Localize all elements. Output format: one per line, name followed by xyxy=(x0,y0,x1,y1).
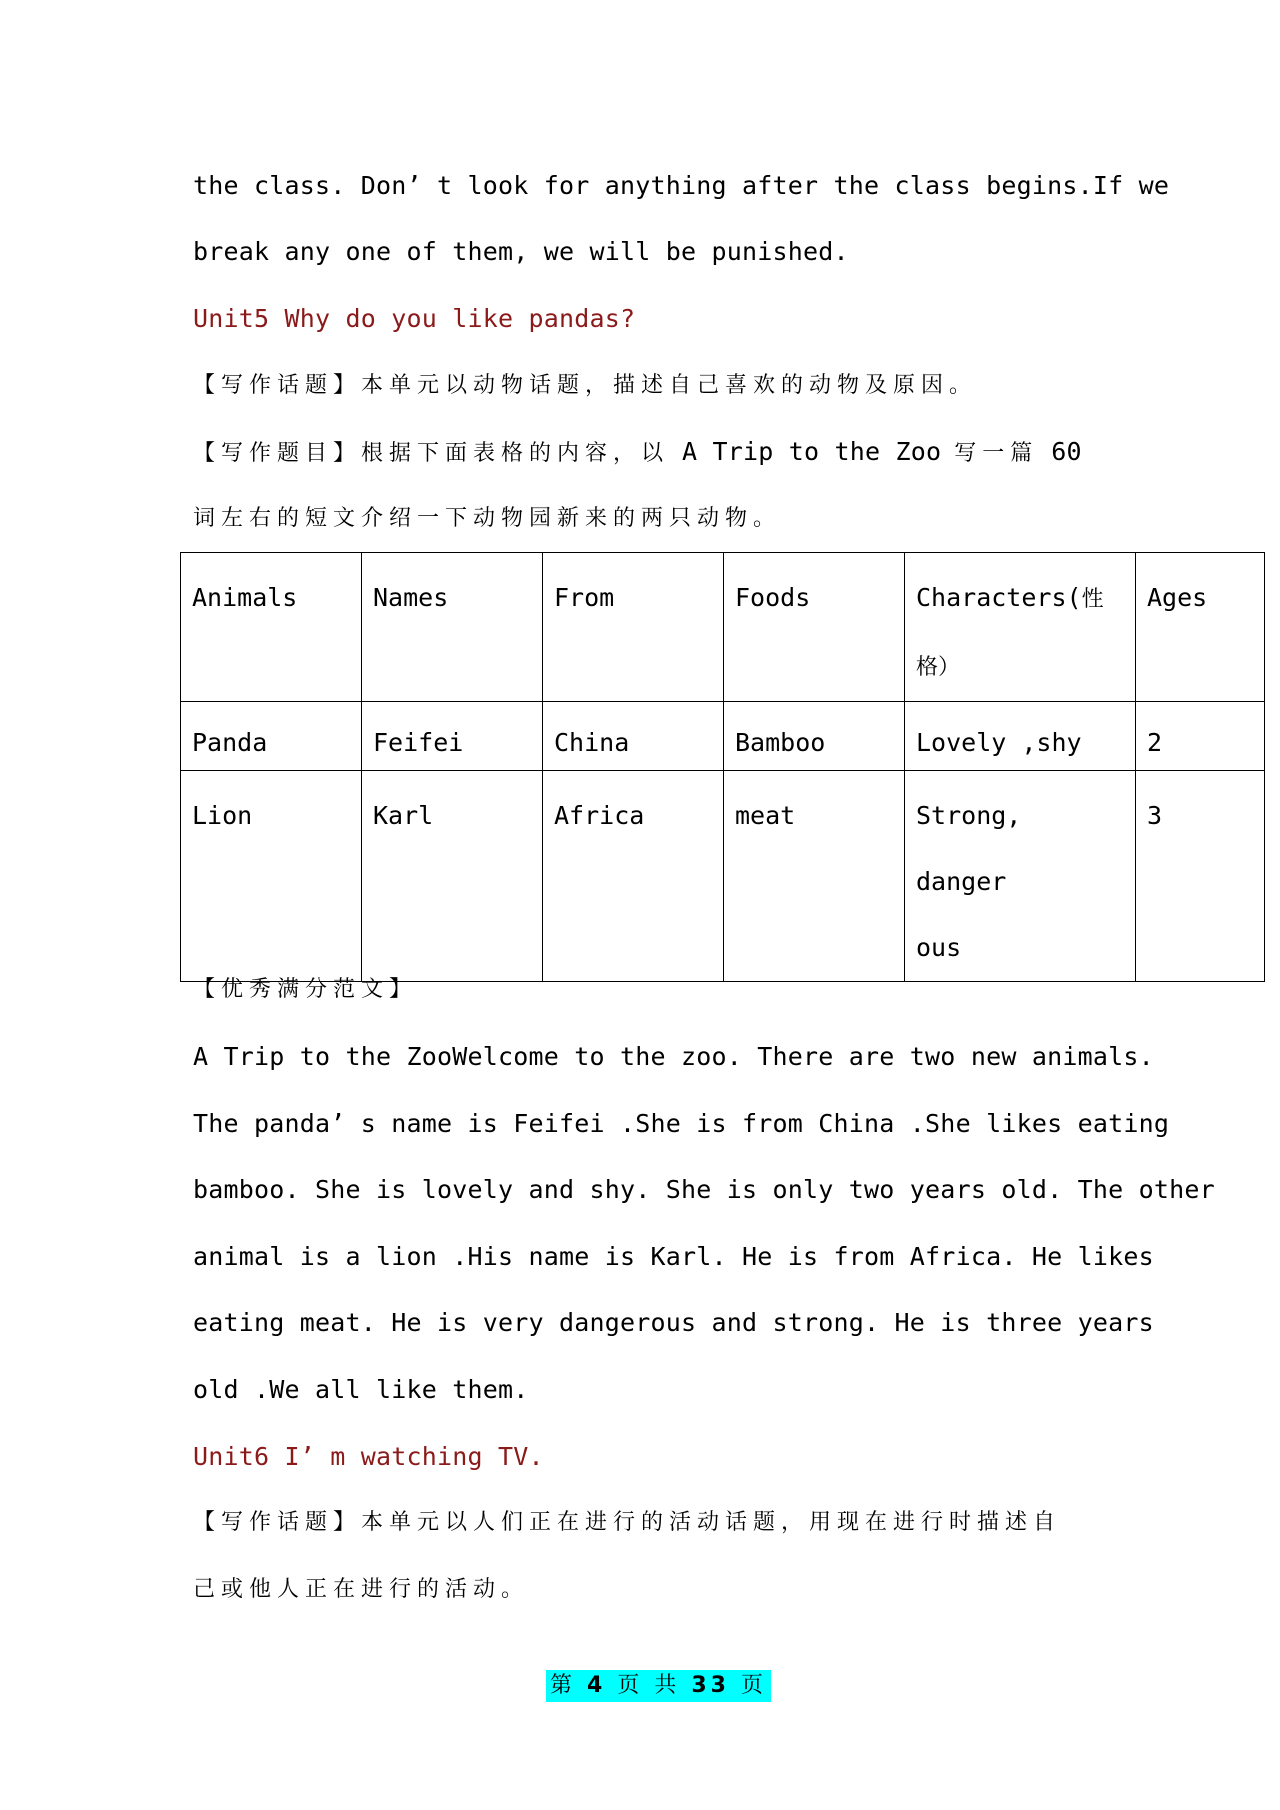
writing-task-title: A Trip to the Zoo xyxy=(682,437,942,466)
cell-food: Bamboo xyxy=(724,702,905,771)
writing-topic-6-text: 本单元以人们正在进行的活动话题，用现在进行时描述自 xyxy=(361,1510,1062,1535)
footer-total-pages: 33 xyxy=(691,1673,730,1698)
model-essay-label: 【优秀满分范文】 xyxy=(193,977,418,1002)
writing-task-text-b: 写一篇 xyxy=(941,441,1052,466)
header-foods: Foods xyxy=(724,553,905,702)
page-number-footer xyxy=(546,1670,771,1702)
cell-age: 3 xyxy=(1136,771,1265,982)
header-from: From xyxy=(543,553,724,702)
writing-topic-label: 【写作话题】 xyxy=(193,373,362,398)
cell-name: Karl xyxy=(362,771,543,982)
essay-line: A Trip to the ZooWelcome to the zoo. There are two new animals. xyxy=(193,1042,1154,1071)
essay-line: The panda’ s name is Feifei .She is from China .She likes eating xyxy=(193,1109,1170,1138)
table-row xyxy=(181,702,1265,771)
animals-table xyxy=(180,552,1265,982)
writing-topic xyxy=(193,371,1093,401)
essay-line: animal is a lion .His name is Karl. He is from Africa. He likes xyxy=(193,1242,1154,1271)
cell-from: Africa xyxy=(543,771,724,982)
cell-animal: Lion xyxy=(181,771,362,982)
header-characters-cn: 性 xyxy=(1081,587,1104,612)
cell-character-line1: Strong, danger xyxy=(916,801,1022,896)
footer-suffix: 页 xyxy=(740,1673,767,1698)
writing-topic-6-line2: 己或他人正在进行的活动。 xyxy=(193,1577,530,1602)
cell-animal: Panda xyxy=(181,702,362,771)
writing-task-text-a: 根据下面表格的内容，以 xyxy=(361,441,683,466)
header-names: Names xyxy=(362,553,543,702)
writing-topic-6-label: 【写作话题】 xyxy=(193,1510,362,1535)
table-row xyxy=(181,771,1265,982)
writing-task-label: 【写作题目】 xyxy=(193,441,362,466)
header-animals: Animals xyxy=(181,553,362,702)
header-characters-en: Characters( xyxy=(916,583,1082,612)
header-characters xyxy=(905,553,1136,702)
header-ages: Ages xyxy=(1136,553,1265,702)
unit6-heading: Unit6 I’ m watching TV. xyxy=(193,1442,544,1471)
cell-age: 2 xyxy=(1136,702,1265,771)
paragraph-line: the class. Don’ t look for anything after the class begins.If we xyxy=(193,171,1170,200)
writing-task xyxy=(193,437,1093,469)
cell-name: Feifei xyxy=(362,702,543,771)
cell-food: meat xyxy=(724,771,905,982)
footer-current-page: 4 xyxy=(587,1673,607,1698)
cell-character: Lovely ,shy xyxy=(905,702,1136,771)
writing-task-word-count: 60 xyxy=(1051,437,1082,466)
writing-topic-6 xyxy=(193,1508,1093,1538)
table-header-row xyxy=(181,553,1265,702)
cell-from: China xyxy=(543,702,724,771)
writing-topic-text: 本单元以动物话题，描述自己喜欢的动物及原因。 xyxy=(361,373,978,398)
essay-line: bamboo. She is lovely and shy. She is only two years old. The other xyxy=(193,1175,1215,1204)
cell-character-line2: ous xyxy=(916,933,962,962)
header-characters-cn2: 格） xyxy=(916,655,961,680)
cell-character xyxy=(905,771,1136,982)
writing-task-line2: 词左右的短文介绍一下动物园新来的两只动物。 xyxy=(193,506,782,531)
paragraph-line: break any one of them, we will be punished. xyxy=(193,237,849,266)
footer-prefix: 第 xyxy=(550,1673,577,1698)
essay-line: old .We all like them. xyxy=(193,1375,529,1404)
footer-middle: 页 共 xyxy=(617,1673,681,1698)
essay-line: eating meat. He is very dangerous and strong. He is three years xyxy=(193,1308,1154,1337)
unit5-heading: Unit5 Why do you like pandas? xyxy=(193,304,636,333)
